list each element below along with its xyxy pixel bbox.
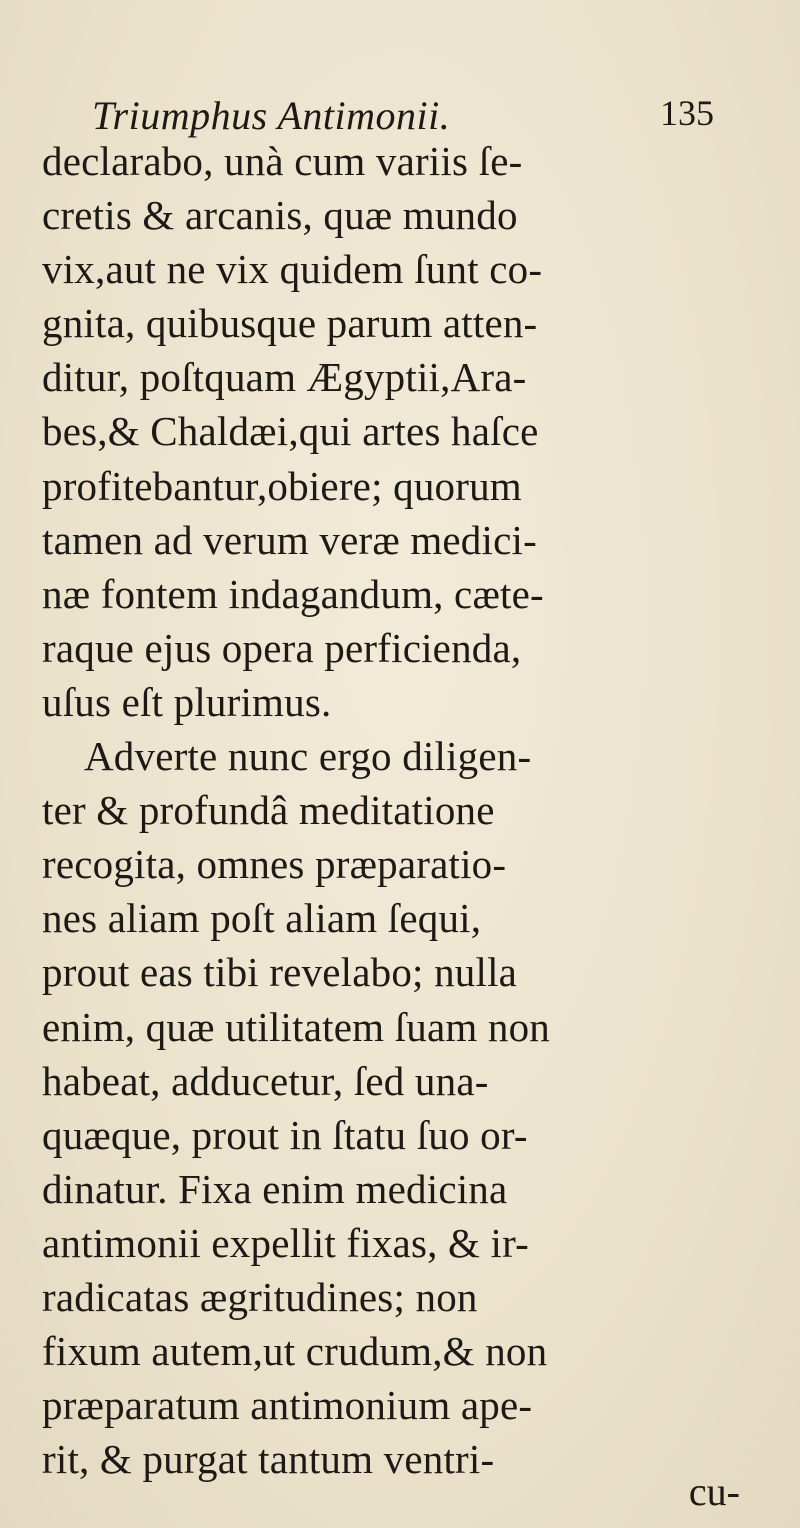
text-line: fixum autem,ut crudum,& non xyxy=(42,1328,548,1375)
text-line: vix,aut ne vix quidem ſunt co- xyxy=(42,246,543,293)
text-line: profitebantur,obiere; quorum xyxy=(42,462,522,509)
text-line: nes aliam poſt aliam ſequi, xyxy=(42,895,482,942)
text-line: ditur, poſtquam Ægyptii,Ara- xyxy=(42,354,527,401)
text-line: tamen ad verum veræ medici- xyxy=(42,516,537,563)
text-line: næ fontem indagandum, cæte- xyxy=(42,570,544,617)
text-line: dinatur. Fixa enim medicina xyxy=(42,1165,508,1212)
text-line: præparatum antimonium ape- xyxy=(42,1382,533,1429)
text-line: quæque, prout in ſtatu ſuo or- xyxy=(42,1111,528,1158)
catchword: cu- xyxy=(688,1469,740,1514)
text-line: radicatas ægritudines; non xyxy=(42,1273,478,1320)
text-line: gnita, quibusque parum atten- xyxy=(42,300,538,347)
text-line: recogita, omnes præparatio- xyxy=(42,841,507,888)
body-text xyxy=(42,134,762,1486)
text-line: raque ejus opera perficienda, xyxy=(42,624,522,671)
text-line: habeat, adducetur, ſed una- xyxy=(42,1057,489,1104)
text-line: uſus eſt plurimus. xyxy=(42,678,332,725)
running-head: Triumphus Antimonii. xyxy=(92,93,451,138)
text-line: prout eas tibi revelabo; nulla xyxy=(42,949,518,996)
text-line: bes,& Chaldæi,qui artes haſce xyxy=(42,408,539,455)
text-line: rit, & purgat tantum ventri- xyxy=(42,1436,495,1483)
text-line: enim, quæ utilitatem ſuam non xyxy=(42,1003,550,1050)
text-line: cretis & arcanis, quæ mundo xyxy=(42,192,518,239)
text-line: antimonii expellit fixas, & ir- xyxy=(42,1219,530,1266)
page-number: 135 xyxy=(660,93,714,133)
text-line: ter & profundâ meditatione xyxy=(42,787,495,834)
text-line: declarabo, unà cum variis ſe- xyxy=(42,138,523,184)
paragraph-start-line: Adverte nunc ergo diligen- xyxy=(84,733,532,780)
